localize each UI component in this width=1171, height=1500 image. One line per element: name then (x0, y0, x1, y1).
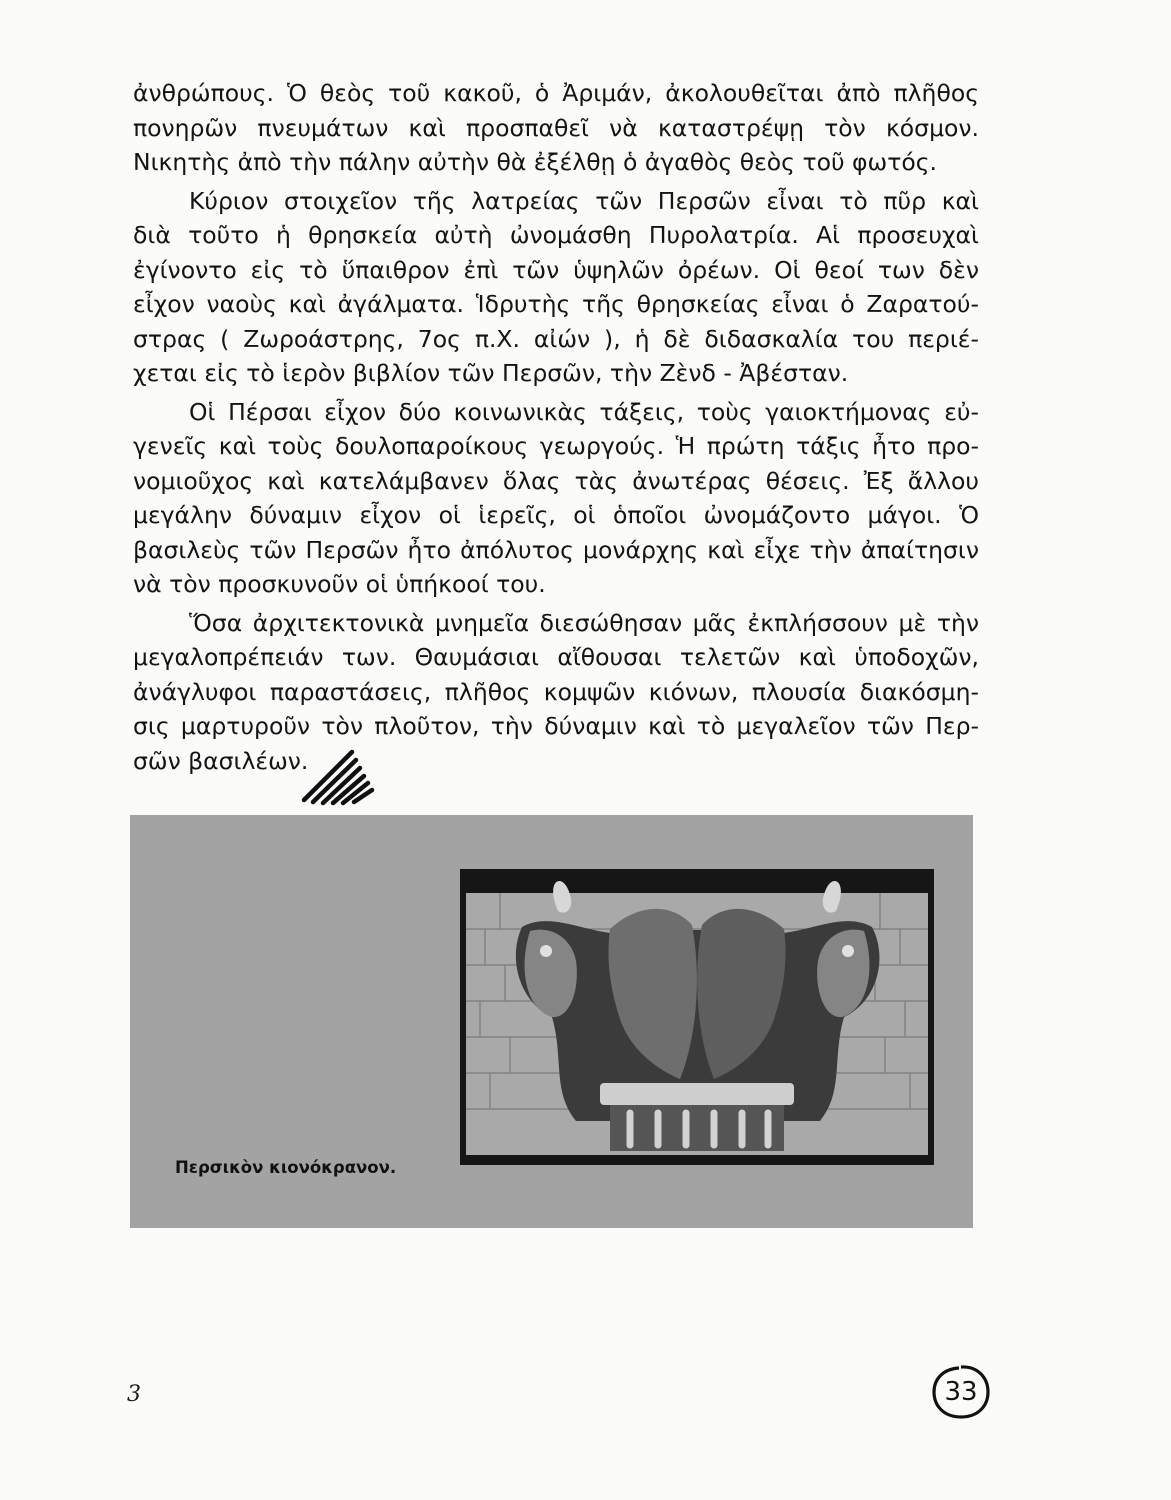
text-line: ἐγίνοντο εἰς τὸ ὕπαιθρον ἐπὶ τῶν ὑψηλῶν ὀρέων. Οἱ θεοί των δὲν (133, 255, 979, 284)
figure-caption: Περσικὸν κιονόκρανον. (175, 1158, 397, 1177)
text-line: νὰ τὸν προσκυνοῦν οἱ ὑπήκοοί του. (133, 570, 546, 598)
body-text (133, 76, 979, 778)
text-line: Κύριον στοιχεῖον τῆς λατρείας τῶν Περσῶν εἶναι τὸ πῦρ καὶ (189, 186, 979, 215)
figure-frame (130, 815, 973, 1228)
text-line: στρας ( Ζωροάστρης, 7ος π.Χ. αἰών ), ἡ δὲ διδασκαλία του περιέ- (133, 324, 979, 353)
text-line: νομιοῦχος καὶ κατελάμβανεν ὅλας τὰς ἀνωτέρας θέσεις. Ἐξ ἄλλου (133, 466, 979, 495)
text-line: διὰ τοῦτο ἡ θρησκεία αὐτὴ ὠνομάσθη Πυρολατρία. Αἱ προσευχαὶ (133, 221, 979, 249)
text-line: σις μαρτυροῦν τὸν πλοῦτον, τὴν δύναμιν καὶ τὸ μεγαλεῖον τῶν Περ- (133, 712, 979, 740)
text-line: γενεῖς καὶ τοὺς δουλοπαροίκους γεωργούς. Ἡ πρώτη τάξις ἦτο προ- (133, 432, 979, 460)
text-line: εἶχον ναοὺς καὶ ἀγάλματα. Ἱδρυτὴς τῆς θρησκείας εἶναι ὁ Ζαρατού- (133, 290, 979, 318)
capital-photo (460, 869, 934, 1165)
sheet-number: 3 (127, 1382, 141, 1407)
page-number: 33 (944, 1377, 978, 1407)
text-line: βασιλεὺς τῶν Περσῶν ἦτο ἀπόλυτος μονάρχης καὶ εἶχε τὴν ἀπαίτησιν (133, 535, 979, 564)
page-number-badge (930, 1363, 992, 1421)
text-line: Ὅσα ἀρχιτεκτονικὰ μνημεῖα διεσώθησαν μᾶς ἐκπλήσσουν μὲ τὴν (189, 608, 979, 637)
text-line: ἀνθρώπους. Ὁ θεὸς τοῦ κακοῦ, ὁ Ἀριμάν, ἀκολουθεῖται ἀπὸ πλῆθος (133, 79, 979, 107)
hatch-mark-icon (300, 748, 376, 806)
text-line: χεται εἰς τὸ ἱερὸν βιβλίον τῶν Περσῶν, τὴν Ζὲνδ - Ἀβέσταν. (133, 359, 849, 387)
text-line: ἀνάγλυφοι παραστάσεις, πλῆθος κομψῶν κιόνων, πλουσία διακόσμη- (133, 677, 979, 706)
text-line: Νικητὴς ἀπὸ τὴν πάλην αὐτὴν θὰ ἐξέλθῃ ὁ ἀγαθὸς θεὸς τοῦ φωτός. (133, 148, 938, 176)
text-line: σῶν βασιλέων. (133, 746, 309, 775)
text-line: Οἱ Πέρσαι εἶχον δύο κοινωνικὰς τάξεις, τοὺς γαιοκτήμονας εὐ- (189, 397, 979, 426)
text-line: μεγαλοπρέπειάν των. Θαυμάσιαι αἴθουσαι τελετῶν καὶ ὑποδοχῶν, (133, 643, 979, 671)
text-line: μεγάλην δύναμιν εἶχον οἱ ἱερεῖς, οἱ ὁποῖοι ὠνομάζοντο μάγοι. Ὁ (133, 501, 979, 529)
text-line: πονηρῶν πνευμάτων καὶ προσπαθεῖ νὰ καταστρέψῃ τὸν κόσμον. (133, 113, 979, 142)
